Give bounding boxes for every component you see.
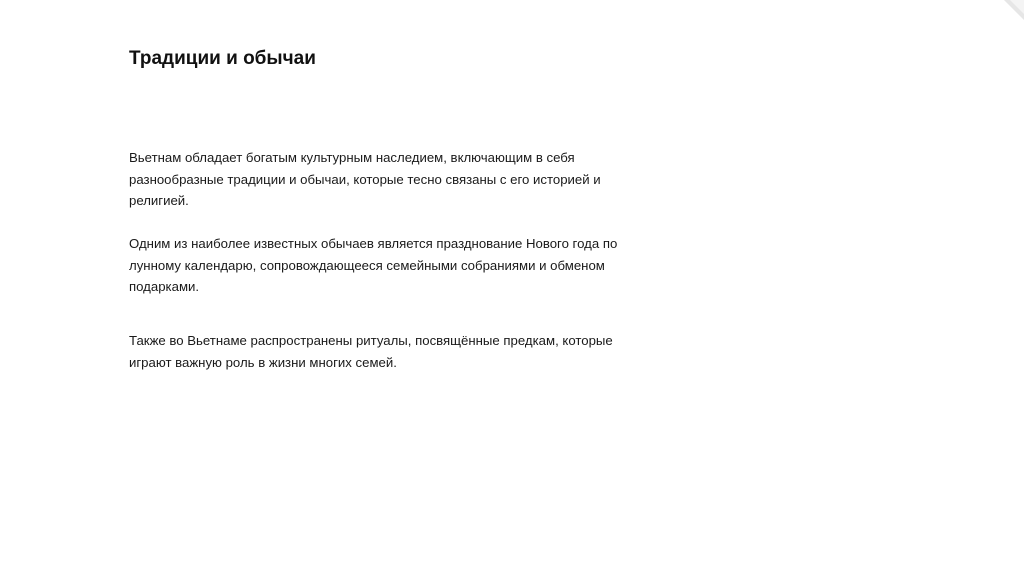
paragraph-line: подарками. xyxy=(129,279,200,294)
paragraph-heritage xyxy=(129,147,649,212)
paragraph-line: Одним из наиболее известных обычаев является празднование Нового года по xyxy=(129,236,618,251)
paragraph-line: религией. xyxy=(129,193,189,208)
slide-title: Традиции и обычаи xyxy=(129,48,316,69)
paragraph-new-year xyxy=(129,233,649,298)
paragraph-line: лунному календарю, сопровождающееся семейными собраниями и обменом xyxy=(129,257,605,273)
paragraph-ancestor-rituals xyxy=(129,330,649,373)
paragraph-line: Также во Вьетнаме распространены ритуалы, посвящённые предкам, которые xyxy=(129,333,613,348)
paragraph-line: разнообразные традиции и обычаи, которые тесно связаны с его историей и xyxy=(129,171,601,187)
paragraph-line: играют важную роль в жизни многих семей. xyxy=(129,354,397,370)
paragraph-line: Вьетнам обладает богатым культурным наследием, включающим в себя xyxy=(129,150,575,165)
page-corner-highlight xyxy=(1010,0,1024,14)
